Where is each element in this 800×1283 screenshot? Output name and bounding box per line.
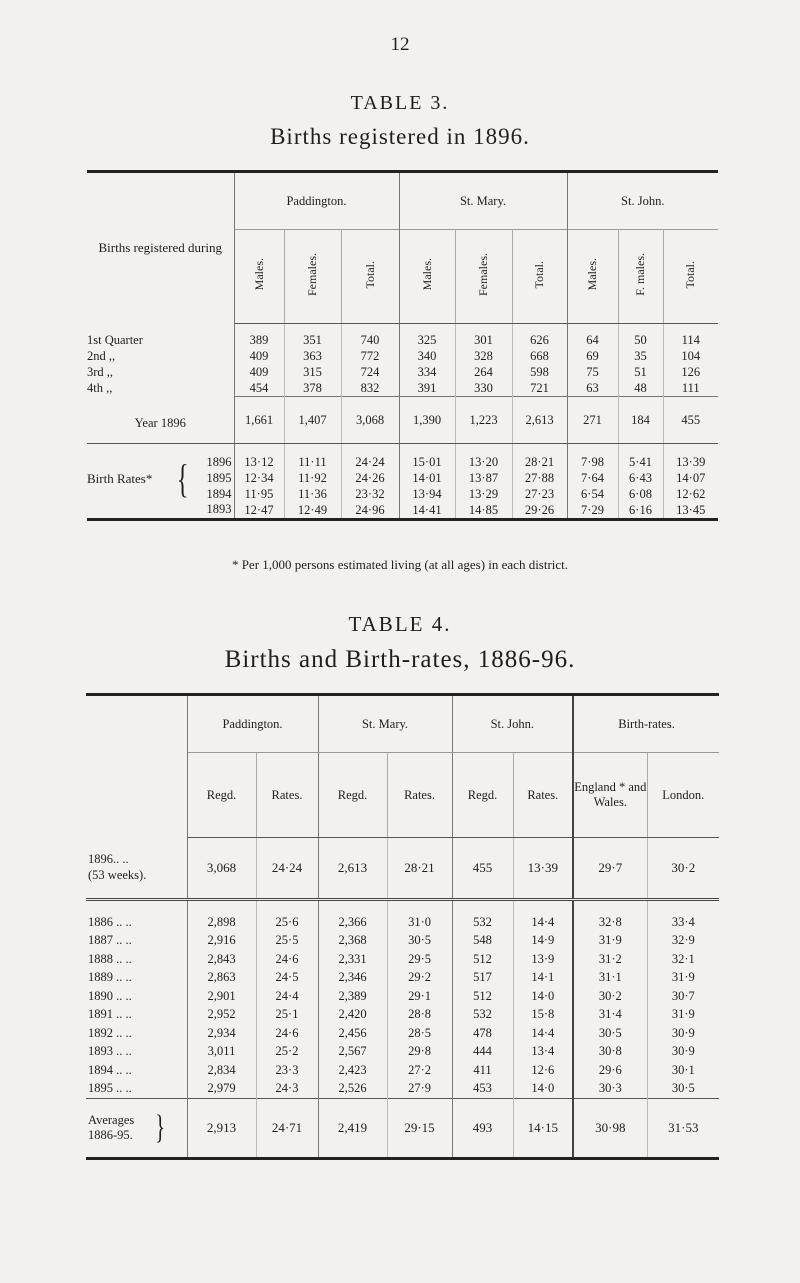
table4-year-label-cell [86,1061,187,1080]
table3-subheader [567,230,618,324]
table4-year-label-cell [86,932,187,951]
table3-cell: 111 [681,380,700,395]
table4-year-cell: 30·7 [671,988,695,1003]
table4-year-label-cell [86,1024,187,1043]
table-row [86,950,719,969]
table4-year-cell: 31·2 [573,950,647,969]
table4-year-cell: 2,420 [318,1006,387,1025]
table-row [87,471,718,487]
table3-rate-year: 1895 [206,470,232,485]
table4-year-cell: 478 [452,1024,513,1043]
table3-rate-cell: 13·12 [234,444,284,471]
table3-cell: 35 [618,349,663,365]
table3-title: TABLE 3. [350,92,450,114]
table4-group-st-mary: St. Mary. [318,695,452,753]
table4-year-cell: 14·0 [513,1080,573,1099]
table3-year-cell: 455 [663,397,718,444]
table4-year-cell: 2,567 [318,1043,387,1062]
table3-rate-cell: 12·49 [284,503,341,520]
table4-year-cell: 31·9 [671,970,695,985]
table3-subheader-label: Males. [251,258,266,291]
table4-year-cell: 411 [452,1061,513,1080]
table3-cell: 668 [512,349,567,365]
table4-averages-sublabel: 1886-95. [88,1127,133,1142]
table3-cell: 75 [567,365,618,381]
table3-rate-cell: 27·88 [512,471,567,487]
table4-year-cell: 24·6 [256,950,318,969]
table-row [86,1006,719,1025]
table3-subheader [512,230,567,324]
table3-quarter-label: 3rd ,, [87,365,234,381]
table4-averages-cell: 2,913 [187,1098,256,1158]
table4-year-cell: 30·8 [573,1043,647,1062]
table4-year-cell: 2,863 [187,969,256,988]
table3-quarter-label: 2nd ,, [87,349,234,365]
table4-year-cell: 30·1 [671,1062,695,1077]
table3-cell: 334 [399,365,455,381]
table4-averages-cell: 29·15 [387,1098,452,1158]
table4-1896-label: 1896.. .. [88,852,129,867]
table3-subheader-label: Total. [683,260,698,289]
table4-averages-label-cell [86,1098,187,1158]
table3-cell: 724 [341,365,399,381]
table3-subheader-label: Males. [419,258,434,291]
table4-year-cell: 2,368 [318,932,387,951]
table3-year-cell: 2,613 [512,397,567,444]
table4-year-label-cell [86,987,187,1006]
table4-year-label-cell [86,1043,187,1062]
table4-subheader: Regd. [187,753,256,838]
table3-cell: 51 [618,365,663,381]
table3-district-st-mary: St. Mary. [399,172,567,230]
table-row [87,397,718,444]
table4-year-cell: 30·9 [671,1025,695,1040]
table3-subheader [399,230,455,324]
table4-year-cell: 24·5 [256,969,318,988]
table-row [86,1043,719,1062]
table4-year-cell: 2,898 [187,900,256,932]
table4-group-birth-rates: Birth-rates. [573,695,719,753]
table3-year-cell: 271 [567,397,618,444]
table4-year-cell: 13·4 [513,1043,573,1062]
table4-subheader: Rates. [387,753,452,838]
table-row [86,1080,719,1099]
table4-year-cell: 3,011 [187,1043,256,1062]
table-row [87,381,718,397]
table-row [87,365,718,381]
table4-year-cell: 512 [452,987,513,1006]
table4-year-cell: 14·9 [513,932,573,951]
table4-year: 1893 [88,1044,113,1059]
table3-rate-cell: 13·45 [663,503,718,520]
table4-year-cell: 31·4 [573,1006,647,1025]
table3-rate-cell: 13·39 [676,454,706,469]
table3-cell: 63 [567,381,618,397]
table3 [87,170,718,521]
table3-cell: 740 [341,324,399,349]
table4-averages-cell: 14·15 [513,1098,573,1158]
table4-averages-cell: 2,419 [318,1098,387,1158]
table3-year-label: Year 1896 [87,397,234,444]
table3-cell: 389 [234,324,284,349]
table3-rate-year-cell [87,444,234,471]
table3-subheader [663,230,718,324]
table4-year-cell: 28·8 [387,1006,452,1025]
table3-rate-cell: 7·98 [567,444,618,471]
table3-rate-cell: 6·54 [567,487,618,503]
table3-rate-cell: 6·43 [618,471,663,487]
table3-year-cell: 3,068 [341,397,399,444]
table3-subheader-label: Males. [585,258,600,291]
table-row [87,487,718,503]
table4-year-label-cell [86,1080,187,1099]
table4-year: 1890 [88,988,113,1003]
table4-averages-cell: 24·71 [256,1098,318,1158]
table4-year-cell: 2,331 [318,950,387,969]
table4-1896-cell: 28·21 [387,838,452,900]
table3-rate-year: 1896 [206,454,232,469]
table4-year-cell: 2,934 [187,1024,256,1043]
table3-cell: 126 [681,365,701,379]
table3-subtitle: Births registered in 1896. [270,124,530,149]
table4-year-cell: 2,346 [318,969,387,988]
table3-cell: 340 [399,349,455,365]
table3-cell: 409 [234,349,284,365]
table4-subheader: Rates. [513,753,573,838]
leader-dots: .. .. [113,1044,132,1059]
table3-rate-cell: 11·92 [284,471,341,487]
table4-1896-sublabel: (53 weeks). [88,867,147,882]
table4-year: 1895 [88,1081,113,1095]
leader-dots: .. .. [113,951,132,966]
table3-rate-cell: 14·01 [399,471,455,487]
table-row [86,932,719,951]
table3-subheader-label: Females. [305,253,319,296]
table3-cell: 330 [455,381,512,397]
table3-rate-cell: 15·01 [399,444,455,471]
table4-row-header [86,695,187,838]
table4-year-cell: 12·6 [513,1061,573,1080]
table4-year-cell: 532 [452,900,513,932]
table3-subheader-label: Total. [362,260,377,289]
table3-year-cell: 1,390 [399,397,455,444]
table4-year-cell: 25·6 [256,900,318,932]
table4-year-cell: 31·9 [573,932,647,951]
table-row [87,503,718,520]
table4-subheader: Rates. [256,753,318,838]
table4-year-cell: 517 [452,969,513,988]
table4-subheader: London. [647,753,719,838]
table4-year-cell: 24·3 [256,1080,318,1099]
table4-averages-cell: 31·53 [647,1098,719,1158]
table4-subtitle: Births and Birth-rates, 1886-96. [224,646,576,673]
table3-subheader [341,230,399,324]
table4-year-label-cell [86,900,187,932]
table4-year-cell: 2,834 [187,1061,256,1080]
table4-year-cell: 14·1 [513,969,573,988]
table-row [86,1098,719,1158]
table4-year-cell: 2,389 [318,987,387,1006]
table4-averages-cell: 493 [452,1098,513,1158]
table3-rate-cell: 29·26 [512,503,567,520]
table3-quarter-label: 1st Quarter [87,324,234,349]
table4-year-cell: 453 [452,1080,513,1099]
table4-year-cell: 14·4 [513,1024,573,1043]
table4-year-label-cell [86,969,187,988]
table4-title: TABLE 4. [348,612,452,636]
table4-year-cell: 31·0 [387,900,452,932]
table3-cell: 378 [284,381,341,397]
table-row [86,900,719,932]
table3-rate-cell: 6·08 [618,487,663,503]
table3-cell: 598 [512,365,567,381]
table4-year-cell: 30·9 [671,1044,695,1059]
table4-year-cell: 23·3 [256,1061,318,1080]
table3-cell: 626 [512,324,567,349]
table3-rate-cell: 11·95 [234,487,284,503]
table4-year-cell: 31·9 [671,1007,695,1022]
table3-cell: 104 [681,349,701,363]
table4-year-cell: 29·1 [387,987,452,1006]
table4-1896-label-cell [86,838,187,900]
leader-dots: .. .. [113,1062,132,1077]
table4-year-cell: 2,456 [318,1024,387,1043]
table4-year-cell: 32·9 [671,933,695,948]
table3-cell: 50 [618,324,663,349]
table4-year-cell: 512 [452,950,513,969]
table4-year-cell: 25·5 [256,932,318,951]
table4-subheader: Regd. [318,753,387,838]
table3-cell: 69 [567,349,618,365]
table3-footnote: * Per 1,000 persons estimated living (at all ages) in each district. [231,557,569,572]
table3-cell: 351 [284,324,341,349]
table4-subheader: Regd. [452,753,513,838]
table3-cell: 325 [399,324,455,349]
table4-year-cell: 29·2 [387,969,452,988]
table4-averages-cell: 30·98 [573,1098,647,1158]
table3-cell: 721 [512,381,567,397]
table4-year-cell: 30·2 [573,987,647,1006]
table3-row-header: Births registered during [87,172,234,324]
table4-year: 1886 [88,914,113,929]
table3-cell: 315 [284,365,341,381]
table3-rate-cell: 11·11 [284,444,341,471]
table4-subheader: England * and Wales. [573,753,647,838]
table4-group-st-john: St. John. [452,695,573,753]
table4-year-cell: 32·1 [671,951,695,966]
table3-cell: 772 [341,349,399,365]
table3-rate-year: 1894 [206,486,232,501]
table4-year-label-cell [86,1006,187,1025]
table4-year: 1894 [88,1062,113,1077]
table3-district-st-john: St. John. [567,172,718,230]
leader-dots: .. .. [113,1025,132,1040]
table4-year-cell: 30·5 [573,1024,647,1043]
table4-1896-cell: 24·24 [256,838,318,900]
table3-cell: 48 [618,381,663,397]
table4-year-cell: 2,526 [318,1080,387,1099]
table3-subheader-label: Total. [532,260,546,289]
table3-rate-cell: 14·07 [676,471,706,485]
table3-rate-cell: 14·41 [399,503,455,520]
table4-year-cell: 30·3 [573,1080,647,1099]
table3-rate-cell: 13·29 [455,487,512,503]
table3-cell: 64 [567,324,618,349]
table3-year-cell: 1,223 [455,397,512,444]
table3-rate-cell: 7·29 [567,503,618,520]
table3-rate-cell: 14·85 [455,503,512,520]
table4-1896-cell: 3,068 [187,838,256,900]
table-row [86,1024,719,1043]
table4-year-cell: 31·1 [573,969,647,988]
table4-year-cell: 24·6 [256,1024,318,1043]
table4-year-cell: 14·0 [513,987,573,1006]
table3-cell: 264 [455,365,512,381]
table3-year-cell: 1,661 [234,397,284,444]
table3-rate-cell: 12·62 [676,487,706,501]
table4-year: 1891 [88,1007,113,1022]
table-row [86,987,719,1006]
table4-1896-cell: 455 [452,838,513,900]
table4-year-cell: 29·8 [387,1043,452,1062]
table3-rate-cell: 5·41 [618,444,663,471]
table3-cell: 328 [455,349,512,365]
table-row [86,1061,719,1080]
table3-rate-cell: 24·96 [341,503,399,520]
table4-year-cell: 14·4 [513,900,573,932]
table3-rate-cell: 11·36 [284,487,341,503]
table-row [86,969,719,988]
table3-rate-cell: 12·47 [234,503,284,520]
table3-birth-rates-label: Birth Rates* [87,470,153,486]
table4-year-cell: 15·8 [513,1006,573,1025]
table3-rate-cell: 23·32 [341,487,399,503]
leader-dots: .. .. [113,988,132,1003]
table3-subheader-label: F. males. [633,253,648,296]
table3-cell: 832 [341,381,399,397]
table4-year: 1892 [88,1025,113,1040]
table4-year-cell: 2,843 [187,950,256,969]
table4-1896-cell: 29·7 [573,838,647,900]
table3-rate-cell: 7·64 [567,471,618,487]
table3-subheader [455,230,512,324]
table3-rate-cell: 28·21 [512,444,567,471]
table4-year-cell: 25·1 [256,1006,318,1025]
table3-subheader [618,230,663,324]
table4-year-cell: 2,366 [318,900,387,932]
leader-dots: .. .. [113,914,132,929]
table-row [87,349,718,365]
table3-rate-cell: 27·23 [512,487,567,503]
table4-year-cell: 30·5 [671,1081,695,1095]
table4-year-cell: 29·6 [573,1061,647,1080]
table3-cell: 301 [455,324,512,349]
brace-icon: } [155,1108,166,1146]
table4-year-cell: 27·9 [387,1080,452,1099]
leader-dots: .. .. [113,1007,132,1022]
table4-group-paddington: Paddington. [187,695,318,753]
table4-year-cell: 532 [452,1006,513,1025]
table4-year-cell: 2,916 [187,932,256,951]
table3-rate-year: 1893 [206,501,232,516]
table4-year-cell: 2,901 [187,987,256,1006]
table4-year: 1887 [88,933,113,948]
table4-1896-cell: 13·39 [513,838,573,900]
table4-year-cell: 13·9 [513,950,573,969]
table3-subheader-label: Females. [476,253,490,296]
table3-cell: 409 [234,365,284,381]
table-row [86,838,719,900]
table4-year-cell: 2,952 [187,1006,256,1025]
table4-year-label-cell [86,950,187,969]
table3-rate-cell: 24·24 [341,444,399,471]
table3-rate-cell: 6·16 [618,503,663,520]
table4-year-cell: 30·5 [387,932,452,951]
table4-year-cell: 27·2 [387,1061,452,1080]
table3-rate-cell: 13·87 [455,471,512,487]
table4-1896-cell: 2,613 [318,838,387,900]
table3-rate-cell: 24·26 [341,471,399,487]
table4-year-cell: 444 [452,1043,513,1062]
table4-year-cell: 2,423 [318,1061,387,1080]
leader-dots: .. .. [113,970,132,985]
table4-year: 1888 [88,951,113,966]
table3-district-paddington: Paddington. [234,172,399,230]
table4-year-cell: 33·4 [671,914,695,929]
table3-rate-year-cell [87,503,234,520]
table4-year-cell: 2,979 [187,1080,256,1099]
table4 [86,693,719,1160]
page-number: 12 [390,34,410,55]
table4-1896-cell: 30·2 [647,838,719,900]
brace-icon: { [176,455,189,501]
table4-year-cell: 25·2 [256,1043,318,1062]
table3-year-cell: 1,407 [284,397,341,444]
table3-cell: 391 [399,381,455,397]
table3-year-cell: 184 [618,397,663,444]
table4-year: 1889 [88,970,113,985]
table3-cell: 454 [234,381,284,397]
table4-year-cell: 548 [452,932,513,951]
table3-cell: 114 [681,333,700,348]
leader-dots: .. .. [113,1081,132,1095]
table3-rate-year-cell [87,487,234,503]
table3-rate-cell: 12·34 [234,471,284,487]
table4-year-cell: 24·4 [256,987,318,1006]
table3-cell: 363 [284,349,341,365]
table3-subheader [284,230,341,324]
table4-year-cell: 32·8 [573,900,647,932]
table3-rate-cell: 13·20 [455,444,512,471]
table3-quarter-label: 4th ,, [87,381,234,397]
table3-rate-cell: 13·94 [399,487,455,503]
table4-year-cell: 28·5 [387,1024,452,1043]
table3-subheader [234,230,284,324]
leader-dots: .. .. [113,933,132,948]
table-row [87,324,718,349]
table4-averages-label: Averages [88,1112,135,1127]
table4-year-cell: 29·5 [387,950,452,969]
